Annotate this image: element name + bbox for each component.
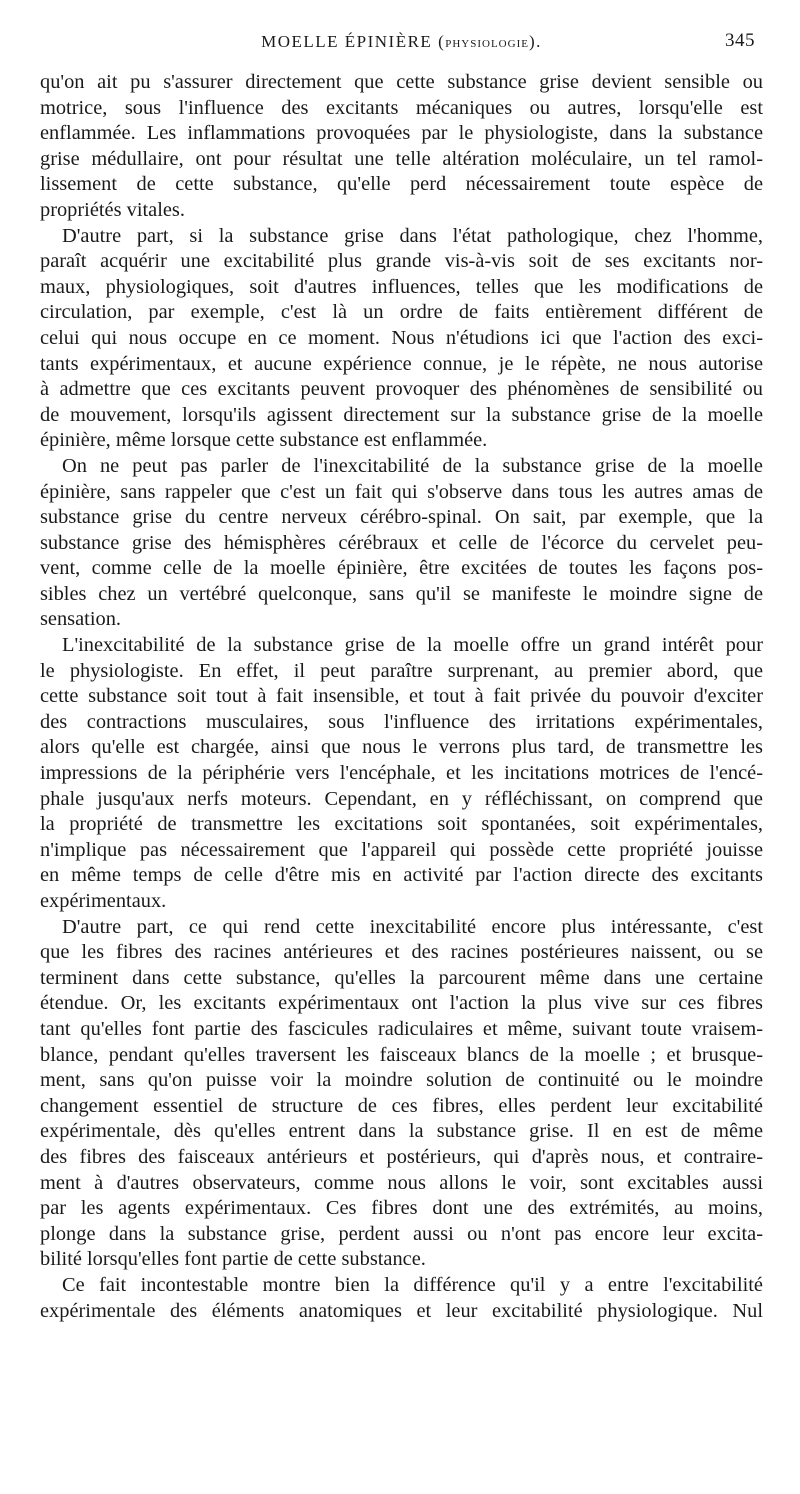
text-line: circulation, par exemple, c'est là un ordre de faits entièrement différent de: [40, 301, 763, 324]
text-line: qu'on ait pu s'assurer directement que cette substance grise devient sensible ou: [40, 71, 763, 93]
text-line: cette substance soit tout à fait insensible, et tout à fait privée du pouvoir d'exciter: [40, 685, 763, 708]
text-line: que les fibres des racines antérieures et des racines postérieures naissent, ou se: [40, 941, 763, 964]
text-line: bilité lorsqu'elles font partie de cette substance.: [40, 1248, 426, 1271]
paragraph: [40, 915, 763, 1273]
text-line: plonge dans la substance grise, perdent aussi ou n'ont pas encore leur excita-: [40, 1222, 763, 1245]
text-line: Ce fait incontestable montre bien la différence qu'il y a entre l'excitabilité: [62, 1273, 763, 1296]
text-line: des fibres des faisceaux antérieurs et postérieurs, qui d'après nous, et contraire-: [40, 1145, 763, 1168]
text-line: tants expérimentaux, et aucune expérience connue, je le répète, ne nous autorise: [40, 352, 763, 375]
text-line: vent, comme celle de la moelle épinière, être excitées de toutes les façons pos-: [40, 557, 763, 580]
text-line: tant qu'elles font partie des fascicules radiculaires et même, suivant toute vraisem-: [40, 1017, 763, 1040]
text-line: expérimentale, dès qu'elles entrent dans la substance grise. Il en est de même: [40, 1120, 763, 1143]
text-line: L'inexcitabilité de la substance grise de la moelle offre un grand intérêt pour: [62, 634, 763, 657]
text-line: des contractions musculaires, sous l'influence des irritations expérimentales,: [40, 710, 763, 733]
text-line: changement essentiel de structure de ces fibres, elles perdent leur excitabilité: [40, 1094, 763, 1117]
text-line: sensation.: [40, 608, 121, 631]
text-line: lissement de cette substance, qu'elle perd nécessairement toute espèce de: [40, 173, 763, 196]
text-line: étendue. Or, les excitants expérimentaux ont l'action la plus vive sur ces fibres: [40, 992, 763, 1015]
running-head: [40, 30, 763, 62]
text-line: alors qu'elle est chargée, ainsi que nous le verrons plus tard, de transmettre les: [40, 736, 763, 759]
text-line: enflammée. Les inflammations provoquées par le physiologiste, dans la substance: [40, 122, 763, 145]
text-line: de mouvement, lorsqu'ils agissent directement sur la substance grise de la moelle: [40, 403, 763, 426]
text-line: maux, physiologiques, soit d'autres influences, telles que les modifications de: [40, 275, 763, 298]
text-line: terminent dans cette substance, qu'elles la parcourent même dans une certaine: [40, 966, 763, 989]
paragraph: [40, 1273, 763, 1324]
text-line: D'autre part, ce qui rend cette inexcitabilité encore plus intéressante, c'est: [62, 915, 763, 938]
text-line: épinière, sans rappeler que c'est un fait qui s'observe dans tous les autres amas de: [40, 480, 763, 503]
paragraph: [40, 454, 763, 633]
text-line: en même temps de celle d'être mis en activité par l'action directe des excitants: [40, 864, 763, 887]
text-line: propriétés vitales.: [40, 198, 185, 221]
paragraph: [40, 70, 763, 224]
text-line: blance, pendant qu'elles traversent les faisceaux blancs de la moelle ; et brusque-: [40, 1043, 763, 1066]
text-line: substance grise du centre nerveux cérébro-spinal. On sait, par exemple, que la: [40, 506, 763, 529]
running-title-end: ).: [528, 32, 542, 51]
text-line: le physiologiste. En effet, il peut paraître surprenant, au premier abord, que: [40, 659, 763, 682]
text-line: impressions de la périphérie vers l'encéphale, et les incitations motrices de l'encé-: [40, 762, 763, 785]
text-line: motrice, sous l'influence des excitants mécaniques ou autres, lorsqu'elle est: [40, 96, 763, 119]
text-line: substance grise des hémisphères cérébraux et celle de l'écorce du cervelet peu-: [40, 531, 763, 554]
text-line: celui qui nous occupe en ce moment. Nous n'étudions ici que l'action des exci-: [40, 326, 763, 349]
text-line: sibles chez un vertébré quelconque, sans qu'il se manifeste le moindre signe de: [40, 582, 763, 605]
text-line: la propriété de transmettre les excitations soit spontanées, soit expérimentales,: [40, 813, 763, 836]
text-line: expérimentale des éléments anatomiques et leur excitabilité physiologique. Nul: [40, 1299, 763, 1322]
text-line: n'implique pas nécessairement que l'appareil qui possède cette propriété jouisse: [40, 838, 763, 861]
text-line: expérimentaux.: [40, 890, 167, 912]
text-line: à admettre que ces excitants peuvent provoquer des phénomènes de sensibilité ou: [40, 378, 763, 401]
text-line: grise médullaire, ont pour résultat une telle altération moléculaire, un tel ramol-: [40, 147, 763, 170]
text-line: par les agents expérimentaux. Ces fibres dont une des extrémités, au moins,: [40, 1197, 763, 1220]
paragraph: [40, 633, 763, 915]
text-line: paraît acquérir une excitabilité plus grande vis-à-vis soit de ses excitants nor-: [40, 250, 763, 273]
book-page: [40, 30, 763, 1324]
body-text: [40, 70, 763, 1324]
running-title-main: MOELLE ÉPINIÈRE (: [261, 32, 446, 51]
text-line: On ne peut pas parler de l'inexcitabilité de la substance grise de la moelle: [62, 454, 763, 477]
text-line: épinière, même lorsque cette substance est enflammée.: [40, 429, 488, 452]
page-number: 345: [725, 30, 755, 51]
text-line: ment à d'autres observateurs, comme nous allons le voir, sont excitables aussi: [40, 1171, 763, 1194]
running-title: [40, 32, 763, 52]
text-line: D'autre part, si la substance grise dans l'état pathologique, chez l'homme,: [62, 224, 763, 247]
running-title-subject: PHYSIOLOGIE: [445, 38, 529, 50]
text-line: phale jusqu'aux nerfs moteurs. Cependant, en y réfléchissant, on comprend que: [40, 787, 763, 810]
paragraph: [40, 224, 763, 454]
text-line: ment, sans qu'on puisse voir la moindre solution de continuité ou le moindre: [40, 1069, 763, 1092]
